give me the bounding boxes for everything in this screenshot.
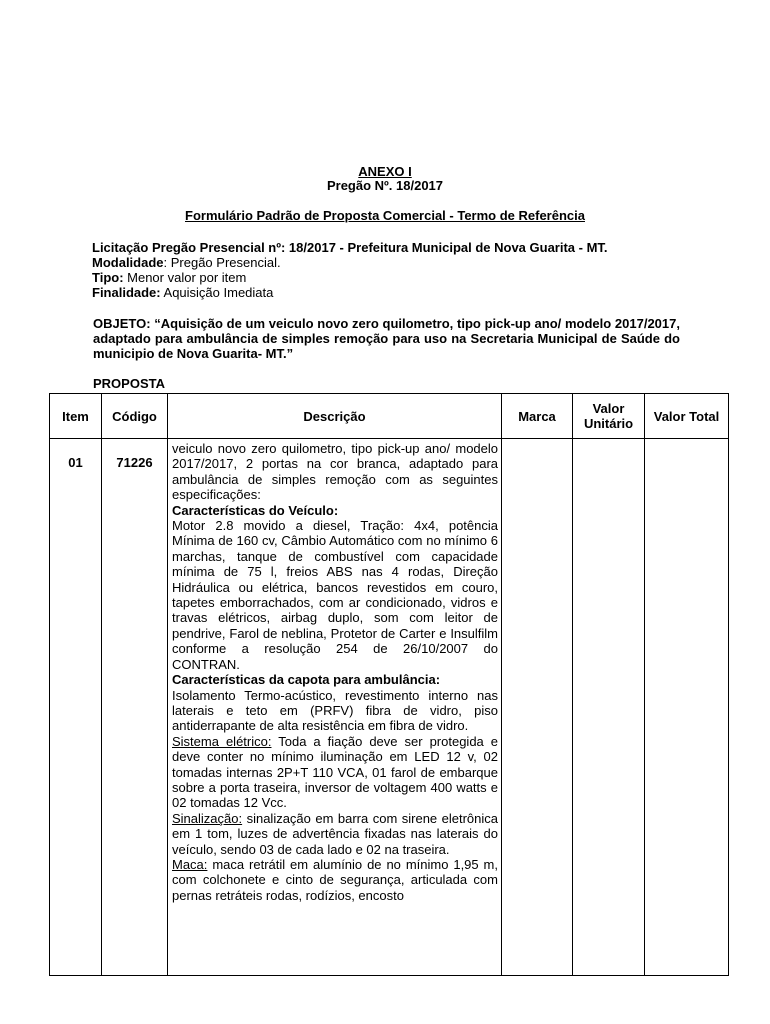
modalidade-value: : Pregão Presencial. xyxy=(163,255,281,270)
finalidade-line xyxy=(92,285,273,300)
item-cell: 01 xyxy=(50,439,102,976)
codigo-cell: 71226 xyxy=(102,439,168,976)
maca-paragraph xyxy=(172,857,498,903)
valor-unitario-cell xyxy=(573,439,645,976)
annex-title: ANEXO I xyxy=(358,164,412,179)
header-marca: Marca xyxy=(502,394,573,439)
sinalizacao-label: Sinalização: xyxy=(172,810,243,826)
veiculo-heading: Características do Veículo: xyxy=(172,502,339,518)
modalidade-line xyxy=(92,255,281,270)
finalidade-label: Finalidade: xyxy=(92,285,161,300)
finalidade-value: Aquisição Imediata xyxy=(160,285,274,300)
tipo-line xyxy=(92,270,246,285)
header-item: Item xyxy=(50,394,102,439)
valor-total-cell xyxy=(645,439,729,976)
header-valor-unitario: Valor Unitário xyxy=(573,394,645,439)
tipo-value: Menor valor por item xyxy=(123,270,247,285)
pregao-number: Pregão Nº. 18/2017 xyxy=(326,178,444,193)
maca-text: maca retrátil em alumínio de no mínimo 1,95 m, com colchonete e cinto de segurança, articulada com pernas retráteis rodas, rodízios, encosto xyxy=(172,856,498,903)
descricao-cell xyxy=(168,439,502,976)
sinalizacao-text: sinalização em barra com sirene eletrônica em 1 tom, luzes de advertência fixadas nas laterais do veículo, sendo 03 de cada lado e 02 na traseira. xyxy=(172,810,498,857)
proposta-label: PROPOSTA xyxy=(93,376,165,391)
header-descricao: Descrição xyxy=(168,394,502,439)
table-row xyxy=(50,439,729,976)
veiculo-text: Motor 2.8 movido a diesel, Tração: 4x4, potência Mínima de 160 cv, Câmbio Automático com no mínimo 6 marchas, tanque de combustível com capacidade mínima de 75 l, freios ABS nas 4 rodas, Direção Hidráulica ou elétrica, bancos revestidos em couro, tapetes emborrachados, com ar condicionado, vidros e travas elétricos, airbag duplo, som com leitor de pendrive, Farol de neblina, Protetor de Carter e Insulfilm conforme a resolução 254 de 26/10/2007 do CONTRAN. xyxy=(172,518,498,672)
eletrico-label: Sistema elétrico: xyxy=(172,733,272,749)
marca-cell xyxy=(502,439,573,976)
header-valor-total: Valor Total xyxy=(645,394,729,439)
capota-text: Isolamento Termo-acústico, revestimento interno nas laterais e teto em (PRFV) fibra de vidro, piso antiderrapante de alta resistência em fibra de vidro. xyxy=(172,687,498,734)
tipo-label: Tipo: xyxy=(92,270,124,285)
table-header-row xyxy=(50,394,729,439)
modalidade-label: Modalidade xyxy=(92,255,164,270)
sinalizacao-paragraph xyxy=(172,811,498,857)
header-codigo: Código xyxy=(102,394,168,439)
maca-label: Maca: xyxy=(172,856,208,872)
licitacao-line: Licitação Pregão Presencial nº: 18/2017 - Prefeitura Municipal de Nova Guarita - MT. xyxy=(92,240,608,255)
eletrico-text: Toda a fiação deve ser protegida e deve conter no mínimo iluminação em LED 12 v, 02 tomadas internas 2P+T 110 VCA, 01 farol de embarque sobre a porta traseira, inversor de voltagem 400 watts e 02 tomadas 12 Vcc. xyxy=(172,733,498,811)
capota-heading: Características da capota para ambulância: xyxy=(172,672,441,688)
form-title: Formulário Padrão de Proposta Comercial - Termo de Referência xyxy=(185,208,585,223)
proposal-table xyxy=(49,393,729,976)
desc-intro: veiculo novo zero quilometro, tipo pick-up ano/ modelo 2017/2017, 2 portas na cor branca, adaptado para ambulância de simples remoção com as seguintes especificações: xyxy=(172,441,498,503)
objeto-paragraph: OBJETO: “Aquisição de um veiculo novo zero quilometro, tipo pick-up ano/ modelo 2017/2017, adaptado para ambulância de simples remoção para uso na Secretaria Municipal de Saúde do municipio de Nova Guarita- MT.” xyxy=(93,316,680,361)
eletrico-paragraph xyxy=(172,734,498,811)
